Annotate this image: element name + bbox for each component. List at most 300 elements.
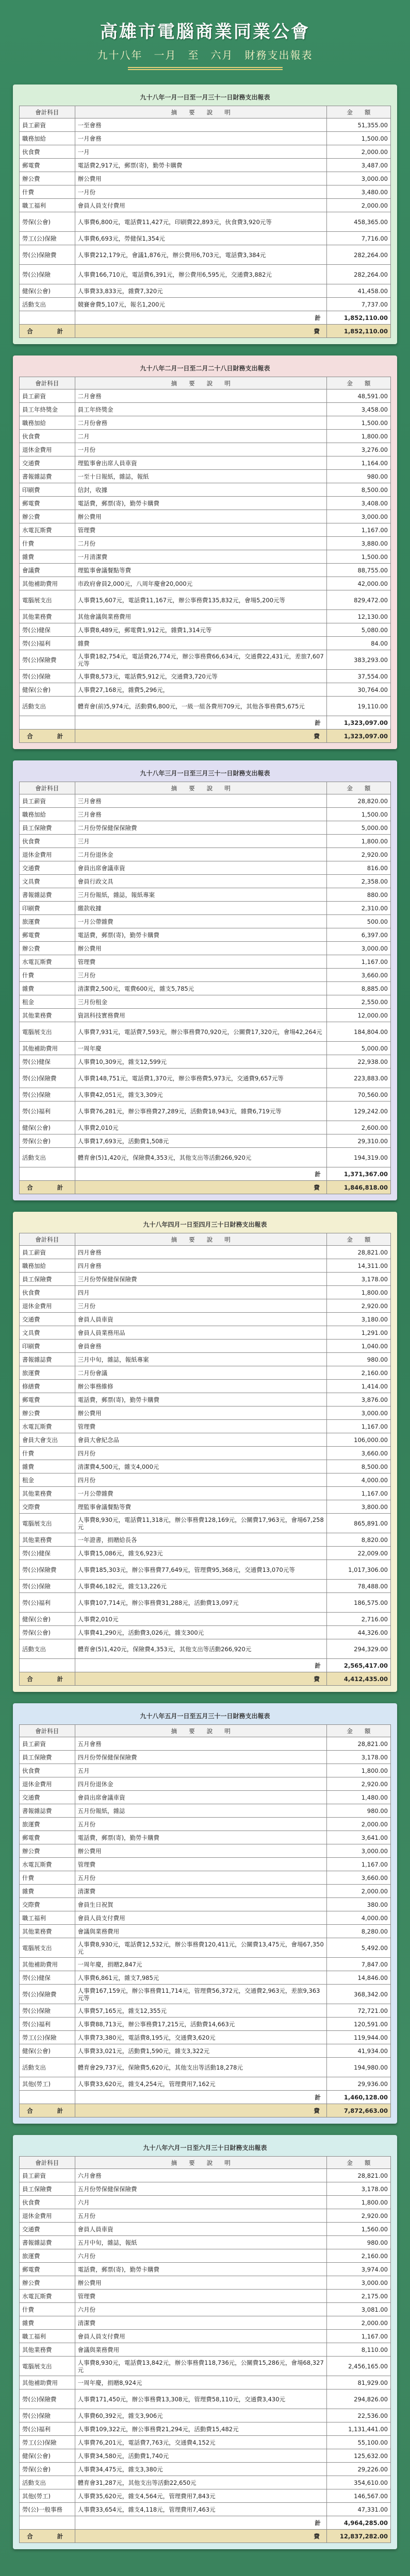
- description-cell: [75, 232, 326, 245]
- account-item-cell: 書報雜誌費: [20, 470, 75, 483]
- description-cell: [75, 995, 326, 1009]
- amount-cell: 3,660.00: [326, 1871, 390, 1885]
- description-cell: [75, 2263, 326, 2276]
- description-text: 人事費42,051元，雜支3,309元: [77, 1091, 163, 1098]
- account-item-cell: 什費: [20, 185, 75, 199]
- amount-cell: 4,000.00: [326, 1911, 390, 1925]
- subtotal-row: [20, 2091, 391, 2104]
- account-item-cell: 辦公費: [20, 2276, 75, 2290]
- amount-cell: 3,880.00: [326, 537, 390, 550]
- table-row: [20, 794, 391, 808]
- description-text: 電話費，郵票(寄)，勤勞卡購費: [77, 499, 160, 507]
- table-row: [20, 623, 391, 637]
- table-row: [20, 1533, 391, 1547]
- amount-cell: 70,560.00: [326, 1088, 390, 1101]
- total-label: 合 計: [20, 730, 75, 743]
- account-item-cell: 其他補助費用: [20, 2376, 75, 2389]
- amount-cell: 1,131,441.00: [326, 2422, 390, 2436]
- account-item-cell: 辦公費: [20, 942, 75, 955]
- description-text: 二月份退休金: [77, 851, 113, 858]
- table-row: [20, 212, 391, 232]
- account-item-cell: 勞(公)保險費: [20, 1985, 75, 2004]
- account-item-cell: 其他(勞工): [20, 2489, 75, 2503]
- description-text: 會員生日祝賀: [77, 1901, 113, 1908]
- account-item-cell: 員工薪資: [20, 118, 75, 132]
- description-text: 電話費，郵票(寄)，勤勞卡購費: [77, 2265, 160, 2273]
- account-item-cell: 退休金費用: [20, 443, 75, 456]
- column-header-desc: 摘 要 說 明: [75, 1233, 326, 1246]
- amount-cell: 51,355.00: [326, 118, 390, 132]
- account-item-cell: 勞保(公會): [20, 212, 75, 232]
- description-text: 會員人員車資: [77, 1315, 113, 1323]
- account-item-cell: 勞(公)健保: [20, 1971, 75, 1985]
- account-item-cell: 交通費: [20, 2223, 75, 2236]
- description-text: 人事費17,693元，活動費1,508元: [77, 1137, 169, 1145]
- description-text: 人事費15,086元，雜支6,923元: [77, 1549, 163, 1557]
- description-text: 人事費8,930元，電話費11,318元，辦公事務費128,169元，公關費17,963元，會場67,258元: [77, 1516, 324, 1531]
- subtotal-row: [20, 2516, 391, 2530]
- table-row: [20, 1487, 391, 1500]
- description-cell: [75, 523, 326, 537]
- description-cell: [75, 835, 326, 848]
- description-text: 辦公費用: [77, 944, 102, 952]
- table-header-row: [20, 1233, 391, 1246]
- total-amount: 1,846,818.00: [326, 1181, 390, 1194]
- amount-cell: 500.00: [326, 915, 390, 928]
- table-row: [20, 902, 391, 915]
- grand-total-row: [20, 1672, 391, 1686]
- amount-cell: 1,800.00: [326, 835, 390, 848]
- description-text: 人事費27,168元，雜費5,296元，: [77, 686, 169, 693]
- account-item-cell: 勞工(公)保險: [20, 2436, 75, 2449]
- amount-cell: 3,081.00: [326, 2303, 390, 2316]
- description-cell: [75, 118, 326, 132]
- account-item-cell: 郵電費: [20, 928, 75, 942]
- amount-cell: 3,178.00: [326, 1273, 390, 1286]
- description-text: 三月份報紙，雜誌，報紙專案: [77, 891, 155, 899]
- account-item-cell: 活動支出: [20, 1639, 75, 1659]
- amount-cell: 2,456,165.00: [326, 2357, 390, 2376]
- description-cell: [75, 2249, 326, 2263]
- account-item-cell: 活動支出: [20, 1148, 75, 1167]
- table-row: [20, 2389, 391, 2409]
- description-text: 計: [315, 719, 324, 726]
- table-row: [20, 2223, 391, 2236]
- description-text: 計: [315, 1170, 324, 1178]
- amount-cell: 119,944.00: [326, 2031, 390, 2044]
- table-row: [20, 2058, 391, 2077]
- account-item-cell: 活動支出: [20, 2058, 75, 2077]
- table-row: [20, 1613, 391, 1626]
- description-text: 人事費6,800元，電話費11,427元，印刷費22,893元，伙食費3,920元等: [77, 218, 272, 226]
- table-row: [20, 1958, 391, 1971]
- amount-cell: 1,323,097.00: [326, 716, 390, 730]
- description-text: 五月: [77, 1767, 90, 1774]
- account-item-cell: 印刷費: [20, 902, 75, 915]
- description-cell: [75, 564, 326, 577]
- amount-cell: 30,764.00: [326, 683, 390, 697]
- amount-cell: 880.00: [326, 888, 390, 902]
- amount-cell: 2,565,417.00: [326, 1659, 390, 1672]
- description-cell: [75, 1340, 326, 1353]
- description-cell: [75, 2316, 326, 2330]
- table-row: [20, 1353, 391, 1366]
- description-cell: [75, 2476, 326, 2489]
- account-item-cell: 水電瓦斯費: [20, 2290, 75, 2303]
- grand-total-row: [20, 325, 391, 338]
- table-row: [20, 2236, 391, 2249]
- account-item-cell: 勞(公)保險: [20, 1580, 75, 1593]
- amount-cell: 3,000.00: [326, 2276, 390, 2290]
- description-cell: [75, 1831, 326, 1844]
- account-item-cell: 員工保險費: [20, 2182, 75, 2196]
- total-desc: 費: [75, 730, 326, 743]
- account-item-cell: 退休金費用: [20, 1777, 75, 1791]
- amount-cell: 3,458.00: [326, 403, 390, 416]
- amount-cell: 1,800.00: [326, 430, 390, 443]
- amount-cell: 3,180.00: [326, 1313, 390, 1326]
- description-text: 體育會(前)5,974元，活動費6,800元，一級一組各費用709元，其他各事務費5,675元: [77, 702, 305, 710]
- table-row: [20, 2276, 391, 2290]
- table-row: [20, 1406, 391, 1420]
- description-text: 一至十日報紙，雜誌，報紙: [77, 472, 149, 480]
- description-text: 辦公事務維修: [77, 1382, 113, 1390]
- table-row: [20, 550, 391, 564]
- table-row: [20, 1844, 391, 1858]
- account-item-cell: 辦公費: [20, 1406, 75, 1420]
- description-cell: [75, 2196, 326, 2209]
- account-item-cell: 勞(公)健保: [20, 623, 75, 637]
- amount-cell: 146,567.00: [326, 2489, 390, 2503]
- description-cell: [75, 915, 326, 928]
- description-cell: [75, 2031, 326, 2044]
- table-row: [20, 403, 391, 416]
- account-item-cell: 旅運費: [20, 1818, 75, 1831]
- amount-cell: 2,000.00: [326, 2316, 390, 2330]
- table-row: [20, 1514, 391, 1533]
- account-item-cell: 郵電費: [20, 159, 75, 172]
- description-cell: [75, 577, 326, 590]
- account-item-cell: 文具費: [20, 1326, 75, 1340]
- table-row: [20, 2476, 391, 2489]
- subtotal-row: [20, 716, 391, 730]
- amount-cell: 3,000.00: [326, 942, 390, 955]
- description-text: 一周年慶: [77, 1044, 102, 1052]
- amount-cell: 2,160.00: [326, 2249, 390, 2263]
- table-header-row: [20, 1725, 391, 1737]
- account-item-cell: 退休金費用: [20, 848, 75, 861]
- account-item-cell: 其他業務費: [20, 1487, 75, 1500]
- table-row: [20, 2249, 391, 2263]
- account-item-cell: 伙食費: [20, 1764, 75, 1777]
- description-text: 會員人員車資: [77, 2225, 113, 2233]
- amount-cell: 12,130.00: [326, 610, 390, 623]
- account-item-cell: 其他業務費: [20, 1925, 75, 1938]
- description-text: 體育會29,737元，保險費5,620元，其他支出等活動18,278元: [77, 2063, 243, 2071]
- amount-cell: 354,610.00: [326, 2476, 390, 2489]
- description-text: 會員人員業務用品: [77, 1329, 125, 1336]
- account-item-cell: 勞(公)健保: [20, 1055, 75, 1069]
- table-row: [20, 265, 391, 284]
- table-row: [20, 2422, 391, 2436]
- description-text: 二月份勞保健保保險費: [77, 824, 137, 832]
- description-text: 會員人員支付費用: [77, 1914, 125, 1922]
- amount-cell: 1,500.00: [326, 132, 390, 145]
- description-text: 人事費109,322元，辦公事務費21,294元，活動費15,482元: [77, 2425, 239, 2433]
- account-item-cell: 其他補助費用: [20, 577, 75, 590]
- description-cell: [75, 416, 326, 430]
- title-divider: [128, 67, 283, 70]
- description-cell: [75, 942, 326, 955]
- amount-cell: 8,280.00: [326, 1925, 390, 1938]
- table-row: [20, 199, 391, 212]
- amount-cell: 1,164.00: [326, 456, 390, 470]
- table-header-row: [20, 377, 391, 389]
- description-cell: [75, 470, 326, 483]
- amount-cell: 1,500.00: [326, 416, 390, 430]
- table-row: [20, 1340, 391, 1353]
- description-cell: [75, 1791, 326, 1804]
- table-row: [20, 2077, 391, 2091]
- description-cell: [75, 2422, 326, 2436]
- total-label: 合 計: [20, 2104, 75, 2117]
- account-item-cell: 勞(公)福利: [20, 637, 75, 650]
- description-cell: [75, 982, 326, 995]
- description-text: 人事費212,179元，會議1,876元，辦公費用6,703元，電話費3,384元: [77, 251, 266, 259]
- account-item-cell: 什費: [20, 2303, 75, 2316]
- description-text: 人事費185,303元，辦公事務費77,649元，管理費95,368元，交通費13,070元等: [77, 1566, 295, 1573]
- description-cell: [75, 1764, 326, 1777]
- column-header-desc: 摘 要 說 明: [75, 782, 326, 794]
- table-row: [20, 1804, 391, 1818]
- amount-cell: 2,920.00: [326, 2209, 390, 2223]
- table-row: [20, 284, 391, 298]
- description-cell: [75, 875, 326, 888]
- report-sheet-title: 九十八年三月一日至三月三十一日財務支出報表: [140, 770, 270, 777]
- account-item-cell: 其他業務費: [20, 1009, 75, 1022]
- amount-cell: 223,883.00: [326, 1069, 390, 1088]
- grand-total-row: [20, 730, 391, 743]
- table-row: [20, 2004, 391, 2018]
- table-row: [20, 2357, 391, 2376]
- table-row: [20, 510, 391, 523]
- total-label: 合 計: [20, 325, 75, 338]
- account-item-cell: 勞(公)保險: [20, 1088, 75, 1101]
- description-cell: [75, 245, 326, 265]
- account-item-cell: 印刷費: [20, 483, 75, 497]
- description-text: 辦公費用: [77, 1409, 102, 1417]
- amount-cell: 294,826.00: [326, 2389, 390, 2409]
- description-cell: [75, 2449, 326, 2463]
- account-item-cell: 退休金費用: [20, 1299, 75, 1313]
- column-header-desc: 摘 要 說 明: [75, 2157, 326, 2169]
- description-text: 會員行政文具: [77, 877, 113, 885]
- description-text: 五月會務: [77, 1740, 102, 1748]
- description-text: 管理費: [77, 526, 96, 534]
- description-text: 電話費2,917元，郵票(寄)，勤勞卡購費: [77, 161, 183, 169]
- amount-cell: 3,000.00: [326, 510, 390, 523]
- description-cell: [75, 1259, 326, 1273]
- description-text: 三月: [77, 837, 90, 845]
- description-cell: [75, 697, 326, 716]
- description-text: 繳款收據: [77, 904, 102, 912]
- amount-cell: 81,929.00: [326, 2376, 390, 2389]
- account-item-cell: [20, 1167, 75, 1181]
- column-header-item: 會計科目: [20, 106, 75, 118]
- description-text: 人事費73,380元，電話費8,195元，交通費3,620元: [77, 2033, 216, 2041]
- column-header-item: 會計科目: [20, 2157, 75, 2169]
- amount-cell: 1,040.00: [326, 1340, 390, 1353]
- description-cell: [75, 1885, 326, 1898]
- description-text: 理監事會議餐點等費: [77, 1503, 132, 1511]
- amount-cell: 3,178.00: [326, 1751, 390, 1764]
- expense-table: [19, 2156, 391, 2543]
- description-cell: [75, 1366, 326, 1380]
- amount-cell: 42,000.00: [326, 577, 390, 590]
- column-header-desc: 摘 要 說 明: [75, 377, 326, 389]
- month-report-panel: [13, 1703, 397, 2124]
- table-row: [20, 1121, 391, 1134]
- description-text: 人事費33,833元，雜費7,320元: [77, 287, 163, 295]
- description-cell: [75, 443, 326, 456]
- account-item-cell: 其他業務費: [20, 1533, 75, 1547]
- description-cell: [75, 716, 326, 730]
- table-row: [20, 1547, 391, 1560]
- description-text: 人事費8,930元，電話費13,842元，辦公事務費118,736元，公關費15,286元，會場68,327元: [77, 2359, 324, 2374]
- account-item-cell: 旅運費: [20, 915, 75, 928]
- grand-total-row: [20, 2104, 391, 2117]
- amount-cell: 22,009.00: [326, 1547, 390, 1560]
- description-text: 辦公費用: [77, 513, 102, 520]
- report-sheet-title: 九十八年六月一日至六月三十日財務支出報表: [143, 2144, 267, 2151]
- table-row: [20, 1246, 391, 1259]
- description-cell: [75, 2489, 326, 2503]
- account-item-cell: 職工福利: [20, 199, 75, 212]
- account-item-cell: [20, 2091, 75, 2104]
- table-row: [20, 2463, 391, 2476]
- description-cell: [75, 1858, 326, 1871]
- description-text: 清潔費4,500元，雜支4,000元: [77, 1463, 159, 1470]
- description-cell: [75, 1613, 326, 1626]
- amount-cell: 3,800.00: [326, 1500, 390, 1514]
- account-item-cell: 勞工(公)保險: [20, 232, 75, 245]
- account-item-cell: 員工薪資: [20, 2169, 75, 2182]
- amount-cell: 829,472.00: [326, 590, 390, 610]
- description-text: 三月會務: [77, 797, 102, 805]
- total-amount: 4,412,435.00: [326, 1672, 390, 1686]
- table-row: [20, 2449, 391, 2463]
- table-row: [20, 577, 391, 590]
- amount-cell: 106,000.00: [326, 1433, 390, 1447]
- description-cell: [75, 1844, 326, 1858]
- description-cell: [75, 2357, 326, 2376]
- description-text: 人事費148,751元，電話費1,370元，辦公事務費5,973元，交通費9,657元等: [77, 1074, 284, 1082]
- amount-cell: 28,821.00: [326, 2169, 390, 2182]
- description-cell: [75, 1818, 326, 1831]
- table-row: [20, 821, 391, 835]
- amount-cell: 8,110.00: [326, 2343, 390, 2357]
- description-cell: [75, 861, 326, 875]
- table-row: [20, 1055, 391, 1069]
- description-text: 理監事會出席人員車資: [77, 459, 137, 467]
- description-cell: [75, 1406, 326, 1420]
- amount-cell: 3,000.00: [326, 1844, 390, 1858]
- table-row: [20, 456, 391, 470]
- amount-cell: 1,800.00: [326, 1286, 390, 1299]
- description-text: 人事費35,620元，雜支4,564元，管理費用7,843元: [77, 2492, 216, 2500]
- description-cell: [75, 1500, 326, 1514]
- account-item-cell: 辦公費: [20, 172, 75, 185]
- description-text: 三月份: [77, 1302, 96, 1310]
- description-cell: [75, 1273, 326, 1286]
- description-cell: [75, 1737, 326, 1751]
- description-cell: [75, 1871, 326, 1885]
- table-row: [20, 2031, 391, 2044]
- expense-table: [19, 782, 391, 1194]
- table-row: [20, 145, 391, 159]
- table-row: [20, 497, 391, 510]
- account-item-cell: 健保(公會): [20, 1613, 75, 1626]
- description-cell: [75, 2503, 326, 2516]
- description-text: 會員出席會議車資: [77, 1793, 125, 1801]
- amount-cell: 3,974.00: [326, 2263, 390, 2276]
- description-text: 計: [315, 1662, 324, 1669]
- amount-cell: 19,110.00: [326, 697, 390, 716]
- description-cell: [75, 2516, 326, 2530]
- table-row: [20, 590, 391, 610]
- amount-cell: 84.00: [326, 637, 390, 650]
- month-report-panel: [13, 355, 397, 749]
- table-row: [20, 1818, 391, 1831]
- description-cell: [75, 2409, 326, 2422]
- description-text: 五月份報紙，雜誌: [77, 1807, 125, 1815]
- account-item-cell: 員工薪資: [20, 389, 75, 403]
- total-desc: 費: [75, 325, 326, 338]
- table-row: [20, 2290, 391, 2303]
- description-cell: [75, 1626, 326, 1639]
- total-label: 合 計: [20, 1181, 75, 1194]
- expense-table: [19, 377, 391, 743]
- description-cell: [75, 2182, 326, 2196]
- table-row: [20, 1500, 391, 1514]
- amount-cell: 8,500.00: [326, 483, 390, 497]
- account-item-cell: 電腦展支出: [20, 1022, 75, 1042]
- amount-cell: 4,000.00: [326, 1473, 390, 1487]
- description-text: 四月份: [77, 1476, 96, 1484]
- amount-cell: 3,480.00: [326, 185, 390, 199]
- amount-cell: 5,492.00: [326, 1938, 390, 1958]
- description-text: 會員出席會議車資: [77, 864, 125, 872]
- account-item-cell: 印刷費: [20, 1340, 75, 1353]
- amount-cell: 2,600.00: [326, 1121, 390, 1134]
- account-item-cell: 郵電費: [20, 2263, 75, 2276]
- table-row: [20, 1971, 391, 1985]
- description-cell: [75, 2463, 326, 2476]
- table-row: [20, 1777, 391, 1791]
- table-row: [20, 298, 391, 311]
- description-cell: [75, 1134, 326, 1148]
- account-item-cell: 伙食費: [20, 1286, 75, 1299]
- description-text: 一月份: [77, 188, 96, 196]
- description-text: 六月會務: [77, 2172, 102, 2179]
- description-text: 人事費76,281元，辦公事務費27,289元，活動費18,943元，雜費6,719元等: [77, 1107, 282, 1115]
- account-item-cell: 雜費: [20, 1885, 75, 1898]
- amount-cell: 125,632.00: [326, 2449, 390, 2463]
- description-cell: [75, 1487, 326, 1500]
- description-text: 五月中旬，雜誌，報紙: [77, 2239, 137, 2246]
- account-item-cell: 書報雜誌費: [20, 1804, 75, 1818]
- account-item-cell: 雜費: [20, 550, 75, 564]
